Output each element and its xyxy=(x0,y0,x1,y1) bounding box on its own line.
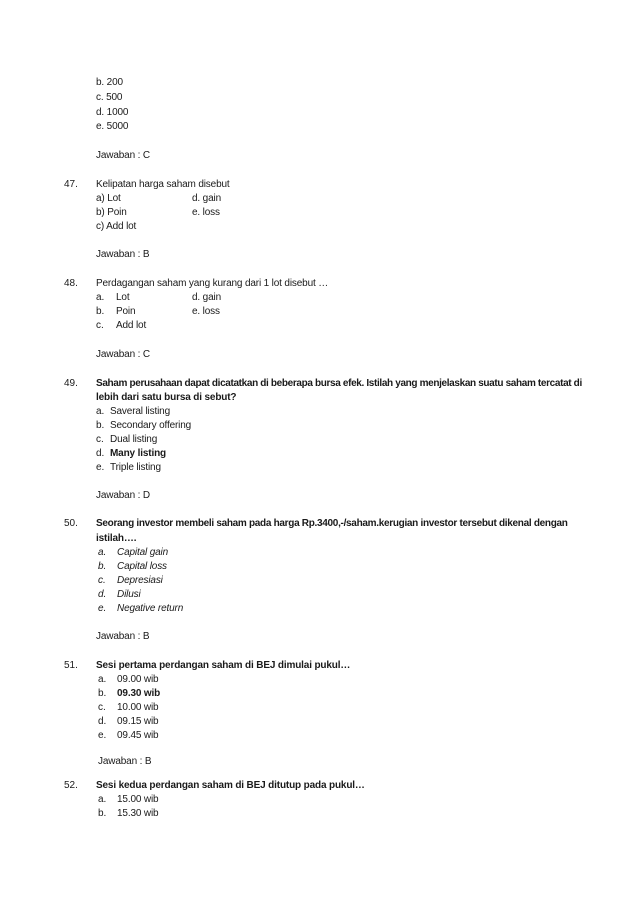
option-c: Add lot xyxy=(116,320,147,331)
option-letter: b. xyxy=(96,420,105,431)
option-d: d. gain xyxy=(192,193,221,204)
option-a: 09.00 wib xyxy=(117,674,159,685)
option-e: e. loss xyxy=(192,207,220,218)
option-letter: b. xyxy=(96,306,105,317)
answer: Jawaban : B xyxy=(96,249,150,260)
option-b: Poin xyxy=(116,306,136,317)
option-letter: a. xyxy=(98,794,107,805)
option-letter: a. xyxy=(98,547,107,558)
option-a: Saveral listing xyxy=(110,406,171,417)
option-e: e. 5000 xyxy=(96,121,129,132)
option-e: 09.45 wib xyxy=(117,730,159,741)
option-a: Lot xyxy=(116,292,130,303)
option-letter: a. xyxy=(98,674,107,685)
question-number: 47. xyxy=(64,179,78,190)
option-letter: c. xyxy=(96,434,104,445)
answer: Jawaban : B xyxy=(98,756,152,767)
question-text: Sesi pertama perdangan saham di BEJ dimulai pukul… xyxy=(96,660,351,671)
question-text: Seorang investor membeli saham pada harga Rp.3400,-/saham.kerugian investor tersebut dikenal dengan xyxy=(96,518,568,529)
option-d: Dilusi xyxy=(117,589,141,600)
option-a: a) Lot xyxy=(96,193,121,204)
option-letter: a. xyxy=(96,406,105,417)
question-number: 51. xyxy=(64,660,78,671)
question-text: Saham perusahaan dapat dicatatkan di beberapa bursa efek. Istilah yang menjelaskan suatu saham tercatat di xyxy=(96,378,582,389)
option-letter: e. xyxy=(98,603,107,614)
option-b: Capital loss xyxy=(117,561,167,572)
option-c: Dual listing xyxy=(110,434,158,445)
option-d: d. 1000 xyxy=(96,107,129,118)
option-letter: b. xyxy=(98,808,107,819)
option-letter: b. xyxy=(98,561,107,572)
answer: Jawaban : C xyxy=(96,150,150,161)
option-letter: a. xyxy=(96,292,105,303)
option-d: Many listing xyxy=(110,448,166,459)
option-b: Secondary offering xyxy=(110,420,192,431)
answer: Jawaban : B xyxy=(96,631,150,642)
option-b: b. 200 xyxy=(96,77,123,88)
answer: Jawaban : C xyxy=(96,349,150,360)
question-number: 48. xyxy=(64,278,78,289)
option-letter: c. xyxy=(98,702,106,713)
option-letter: e. xyxy=(96,462,105,473)
option-b: 15.30 wib xyxy=(117,808,159,819)
option-letter: b. xyxy=(98,688,107,699)
option-d: d. gain xyxy=(192,292,221,303)
option-e: Negative return xyxy=(117,603,184,614)
option-letter: d. xyxy=(96,448,105,459)
option-a: 15.00 wib xyxy=(117,794,159,805)
option-d: 09.15 wib xyxy=(117,716,159,727)
option-a: Capital gain xyxy=(117,547,169,558)
option-c: 10.00 wib xyxy=(117,702,159,713)
option-b: b) Poin xyxy=(96,207,127,218)
option-letter: c. xyxy=(98,575,106,586)
option-e: e. loss xyxy=(192,306,220,317)
option-letter: c. xyxy=(96,320,104,331)
option-e: Triple listing xyxy=(110,462,161,473)
question-number: 52. xyxy=(64,780,78,791)
question-number: 49. xyxy=(64,378,78,389)
option-letter: d. xyxy=(98,589,107,600)
option-c: Depresiasi xyxy=(117,575,163,586)
option-letter: d. xyxy=(98,716,107,727)
option-b: 09.30 wib xyxy=(117,688,161,699)
question-text-cont: istilah…. xyxy=(96,533,137,544)
question-text: Perdagangan saham yang kurang dari 1 lot disebut … xyxy=(96,278,329,289)
option-c: c. 500 xyxy=(96,92,123,103)
question-text: Kelipatan harga saham disebut xyxy=(96,179,230,190)
question-text-cont: lebih dari satu bursa di sebut? xyxy=(96,392,237,403)
option-c: c) Add lot xyxy=(96,221,137,232)
option-letter: e. xyxy=(98,730,107,741)
question-number: 50. xyxy=(64,518,78,529)
question-text: Sesi kedua perdangan saham di BEJ ditutup pada pukul… xyxy=(96,780,365,791)
answer: Jawaban : D xyxy=(96,490,150,501)
